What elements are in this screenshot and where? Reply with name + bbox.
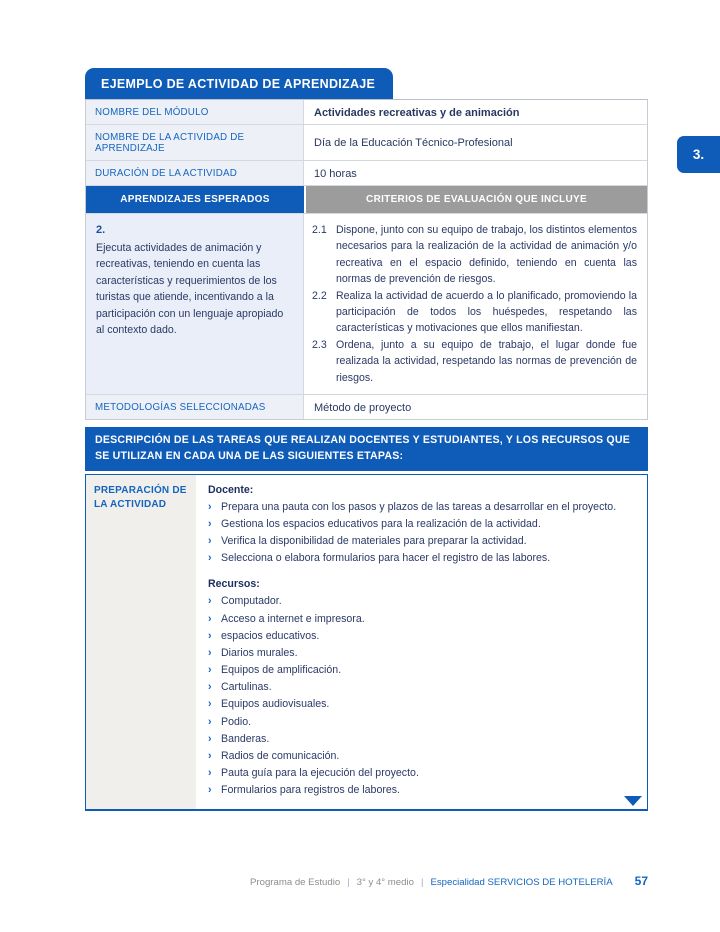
list-item-text: Computador.	[221, 595, 282, 608]
methodology-value: Método de proyecto	[304, 395, 647, 419]
table-row	[86, 161, 647, 186]
list-item	[208, 782, 635, 799]
bullet-icon: ›	[208, 732, 212, 745]
activity-info-table	[85, 99, 648, 420]
criterion-number: 2.1	[312, 224, 327, 236]
expected-learning-number: 2.	[96, 224, 106, 236]
list-item-text: Verifica la disponibilidad de materiales para preparar la actividad.	[221, 535, 527, 548]
list-item-text: Prepara una pauta con los pasos y plazos de las tareas a desarrollar en el proyecto.	[221, 500, 617, 513]
row-label: NOMBRE DE LA ACTIVIDAD DE APRENDIZAJE	[86, 125, 304, 160]
page-footer	[85, 874, 648, 888]
stage-body	[196, 475, 647, 810]
expected-learning-header: APRENDIZAJES ESPERADOS	[86, 186, 304, 213]
footer-grades: 3° y 4° medio	[356, 877, 414, 888]
list-item-text: Radios de comunicación.	[221, 749, 340, 762]
list-item	[208, 533, 635, 550]
list-item	[208, 499, 635, 516]
bullet-icon: ›	[208, 698, 212, 711]
list-item	[208, 714, 635, 731]
list-item	[208, 679, 635, 696]
expected-learning-text: Ejecuta actividades de animación y recreativas, teniendo en cuenta las características y requerimientos de los turistas que atiende, incentivando a la participación con un lenguaje apropiado al contexto dado.	[96, 242, 284, 337]
info-value: 10 horas	[304, 161, 647, 185]
bullet-icon: ›	[208, 518, 212, 530]
list-item	[208, 550, 635, 567]
criterion-text: Realiza la actividad de acuerdo a lo planificado, promoviendo la participación de todos los huéspedes, respetando las características y motivaciones que ellos manifiestan.	[336, 289, 637, 335]
methodology-row	[86, 395, 647, 419]
list-item-text: Equipos audiovisuales.	[221, 698, 330, 711]
bullet-icon: ›	[208, 749, 212, 762]
criterion-item	[312, 288, 637, 337]
footer-separator: |	[347, 877, 350, 888]
stage-label: PREPARACIÓN DE LA ACTIVIDAD	[86, 475, 196, 810]
info-value: Actividades recreativas y de animación	[304, 100, 647, 124]
list-item-text: Pauta guía para la ejecución del proyecto.	[221, 767, 419, 780]
list-item	[208, 765, 635, 782]
footer-specialty: Especialidad SERVICIOS DE HOTELERÍA	[430, 877, 613, 888]
list-item-text: espacios educativos.	[221, 629, 320, 642]
recursos-heading: Recursos:	[208, 578, 260, 591]
methodology-label: METODOLOGÍAS SELECCIONADAS	[86, 395, 304, 419]
bullet-icon: ›	[208, 784, 212, 797]
section-title: EJEMPLO DE ACTIVIDAD DE APRENDIZAJE	[101, 77, 376, 91]
learning-criteria-row	[86, 214, 647, 395]
description-banner: DESCRIPCIÓN DE LAS TAREAS QUE REALIZAN DOCENTES Y ESTUDIANTES, Y LOS RECURSOS QUE SE UTILIZAN EN CADA UNA DE LAS SIGUIENTES ETAPAS:	[85, 427, 648, 471]
chapter-side-tab	[677, 136, 720, 173]
criterion-text: Dispone, junto con su equipo de trabajo, los distintos elementos necesarios para la realización de la actividad de animación y/o recreativa en el espacio definido, teniendo en cuenta las normas de prevención de riesgos.	[336, 224, 637, 286]
list-item-text: Cartulinas.	[221, 681, 272, 694]
row-label: NOMBRE DEL MÓDULO	[86, 100, 304, 124]
list-item-text: Formularios para registros de labores.	[221, 784, 400, 797]
table-row	[86, 100, 647, 125]
table-row	[86, 125, 647, 161]
bullet-icon: ›	[208, 715, 212, 728]
page-content	[85, 68, 648, 811]
list-item-text: Selecciona o elabora formularios para hacer el registro de las labores.	[221, 552, 551, 565]
row-label: DURACIÓN DE LA ACTIVIDAD	[86, 161, 304, 185]
footer-separator: |	[420, 877, 424, 888]
list-item	[208, 611, 635, 628]
footer-program: Programa de Estudio	[250, 877, 341, 888]
continuation-arrow-icon	[624, 796, 642, 806]
list-item	[208, 662, 635, 679]
list-item-text: Podio.	[221, 715, 252, 728]
criterion-item	[312, 222, 637, 288]
list-item	[208, 516, 635, 533]
list-item-text: Diarios murales.	[221, 646, 298, 659]
list-item	[208, 696, 635, 713]
bullet-icon: ›	[208, 767, 212, 780]
expected-learning-cell	[86, 214, 304, 394]
criteria-header: CRITERIOS DE EVALUACIÓN QUE INCLUYE	[306, 186, 647, 213]
bullet-icon: ›	[208, 664, 212, 677]
bullet-icon: ›	[208, 595, 212, 608]
list-item	[208, 593, 635, 610]
bullet-icon: ›	[208, 629, 212, 642]
page-number: 57	[634, 874, 648, 888]
criterion-number: 2.2	[312, 289, 327, 302]
section-header-tab	[85, 68, 393, 99]
bullet-icon: ›	[208, 552, 212, 565]
docente-heading: Docente:	[208, 483, 254, 496]
info-value: Día de la Educación Técnico-Profesional	[304, 125, 647, 160]
bullet-icon: ›	[208, 681, 212, 694]
bullet-icon: ›	[208, 612, 212, 625]
list-item-text: Equipos de amplificación.	[221, 664, 342, 677]
list-item-text: Acceso a internet e impresora.	[221, 612, 365, 625]
criterion-number: 2.3	[312, 338, 327, 351]
criterion-item	[312, 337, 637, 386]
list-item-text: Gestiona los espacios educativos para la realización de la actividad.	[221, 518, 541, 530]
chapter-number: 3.	[692, 147, 705, 162]
list-item	[208, 645, 635, 662]
list-item-text: Banderas.	[221, 732, 270, 745]
docente-list	[208, 499, 635, 568]
bullet-icon: ›	[208, 500, 212, 513]
stage-table	[85, 474, 648, 812]
info-rows	[86, 100, 647, 186]
list-item	[208, 748, 635, 765]
recursos-list	[208, 593, 635, 799]
bullet-icon: ›	[208, 646, 212, 659]
list-item	[208, 731, 635, 748]
list-item	[208, 628, 635, 645]
criterion-text: Ordena, junto a su equipo de trabajo, el lugar donde fue realizada la actividad, respetando las normas de prevención de riesgos.	[336, 338, 637, 384]
criteria-cell	[304, 214, 647, 394]
column-header-row	[86, 186, 647, 214]
bullet-icon: ›	[208, 535, 212, 548]
